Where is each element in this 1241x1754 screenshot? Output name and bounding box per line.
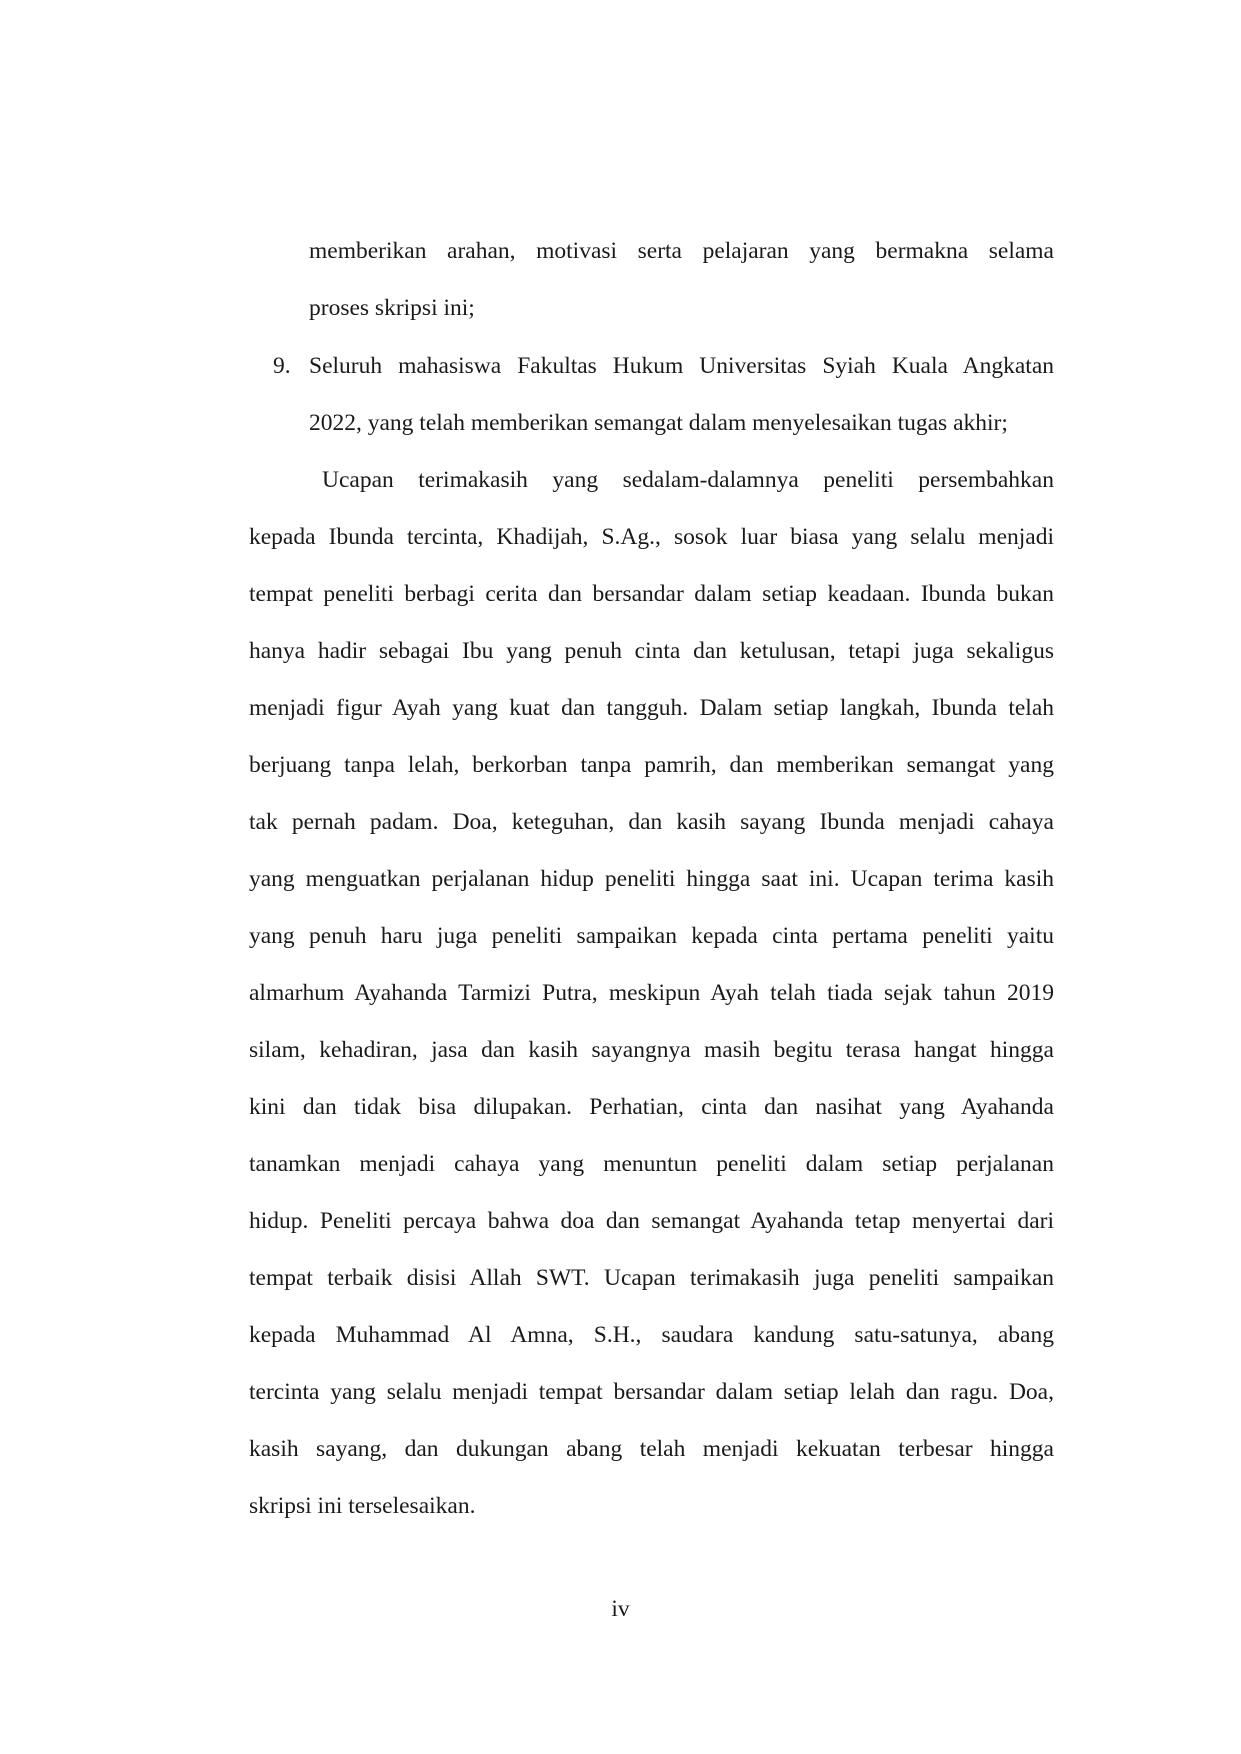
paragraph-line: kasih sayang, dan dukungan abang telah menjadi kekuatan terbesar hingga bbox=[249, 1436, 1054, 1462]
paragraph-line: kepada Ibunda tercinta, Khadijah, S.Ag., sosok luar biasa yang selalu menjadi bbox=[249, 524, 1054, 550]
list-item-9-line-1: Seluruh mahasiswa Fakultas Hukum Universitas Syiah Kuala Angkatan bbox=[309, 353, 1054, 379]
paragraph-line: skripsi ini terselesaikan. bbox=[249, 1493, 476, 1519]
paragraph-line: hanya hadir sebagai Ibu yang penuh cinta dan ketulusan, tetapi juga sekaligus bbox=[249, 638, 1054, 664]
paragraph-line: almarhum Ayahanda Tarmizi Putra, meskipun Ayah telah tiada sejak tahun 2019 bbox=[249, 980, 1054, 1006]
paragraph-line: tempat peneliti berbagi cerita dan bersandar dalam setiap keadaan. Ibunda bukan bbox=[249, 581, 1054, 607]
paragraph-line: tak pernah padam. Doa, keteguhan, dan kasih sayang Ibunda menjadi cahaya bbox=[249, 809, 1054, 835]
paragraph-line: silam, kehadiran, jasa dan kasih sayangnya masih begitu terasa hangat hingga bbox=[249, 1037, 1054, 1063]
paragraph-line: berjuang tanpa lelah, berkorban tanpa pamrih, dan memberikan semangat yang bbox=[249, 752, 1054, 778]
paragraph-line: menjadi figur Ayah yang kuat dan tangguh. Dalam setiap langkah, Ibunda telah bbox=[249, 695, 1054, 721]
list-continuation-line-2: proses skripsi ini; bbox=[309, 295, 475, 321]
paragraph-line: Ucapan terimakasih yang sedalam-dalamnya peneliti persembahkan bbox=[322, 467, 1054, 493]
paragraph-line: tercinta yang selalu menjadi tempat bersandar dalam setiap lelah dan ragu. Doa, bbox=[249, 1379, 1054, 1405]
paragraph-line: hidup. Peneliti percaya bahwa doa dan semangat Ayahanda tetap menyertai dari bbox=[249, 1208, 1054, 1234]
page-number: iv bbox=[611, 1596, 630, 1622]
paragraph-line: kini dan tidak bisa dilupakan. Perhatian, cinta dan nasihat yang Ayahanda bbox=[249, 1094, 1054, 1120]
paragraph-line: kepada Muhammad Al Amna, S.H., saudara kandung satu-satunya, abang bbox=[249, 1322, 1054, 1348]
paragraph-line: yang menguatkan perjalanan hidup peneliti hingga saat ini. Ucapan terima kasih bbox=[249, 866, 1054, 892]
list-continuation-line-1: memberikan arahan, motivasi serta pelajaran yang bermakna selama bbox=[309, 238, 1054, 264]
list-item-number: 9. bbox=[273, 353, 291, 379]
list-item-9-line-2: 2022, yang telah memberikan semangat dalam menyelesaikan tugas akhir; bbox=[309, 410, 1008, 436]
paragraph-line: tempat terbaik disisi Allah SWT. Ucapan terimakasih juga peneliti sampaikan bbox=[249, 1265, 1054, 1291]
paragraph-line: tanamkan menjadi cahaya yang menuntun peneliti dalam setiap perjalanan bbox=[249, 1151, 1054, 1177]
paragraph-line: yang penuh haru juga peneliti sampaikan kepada cinta pertama peneliti yaitu bbox=[249, 923, 1054, 949]
